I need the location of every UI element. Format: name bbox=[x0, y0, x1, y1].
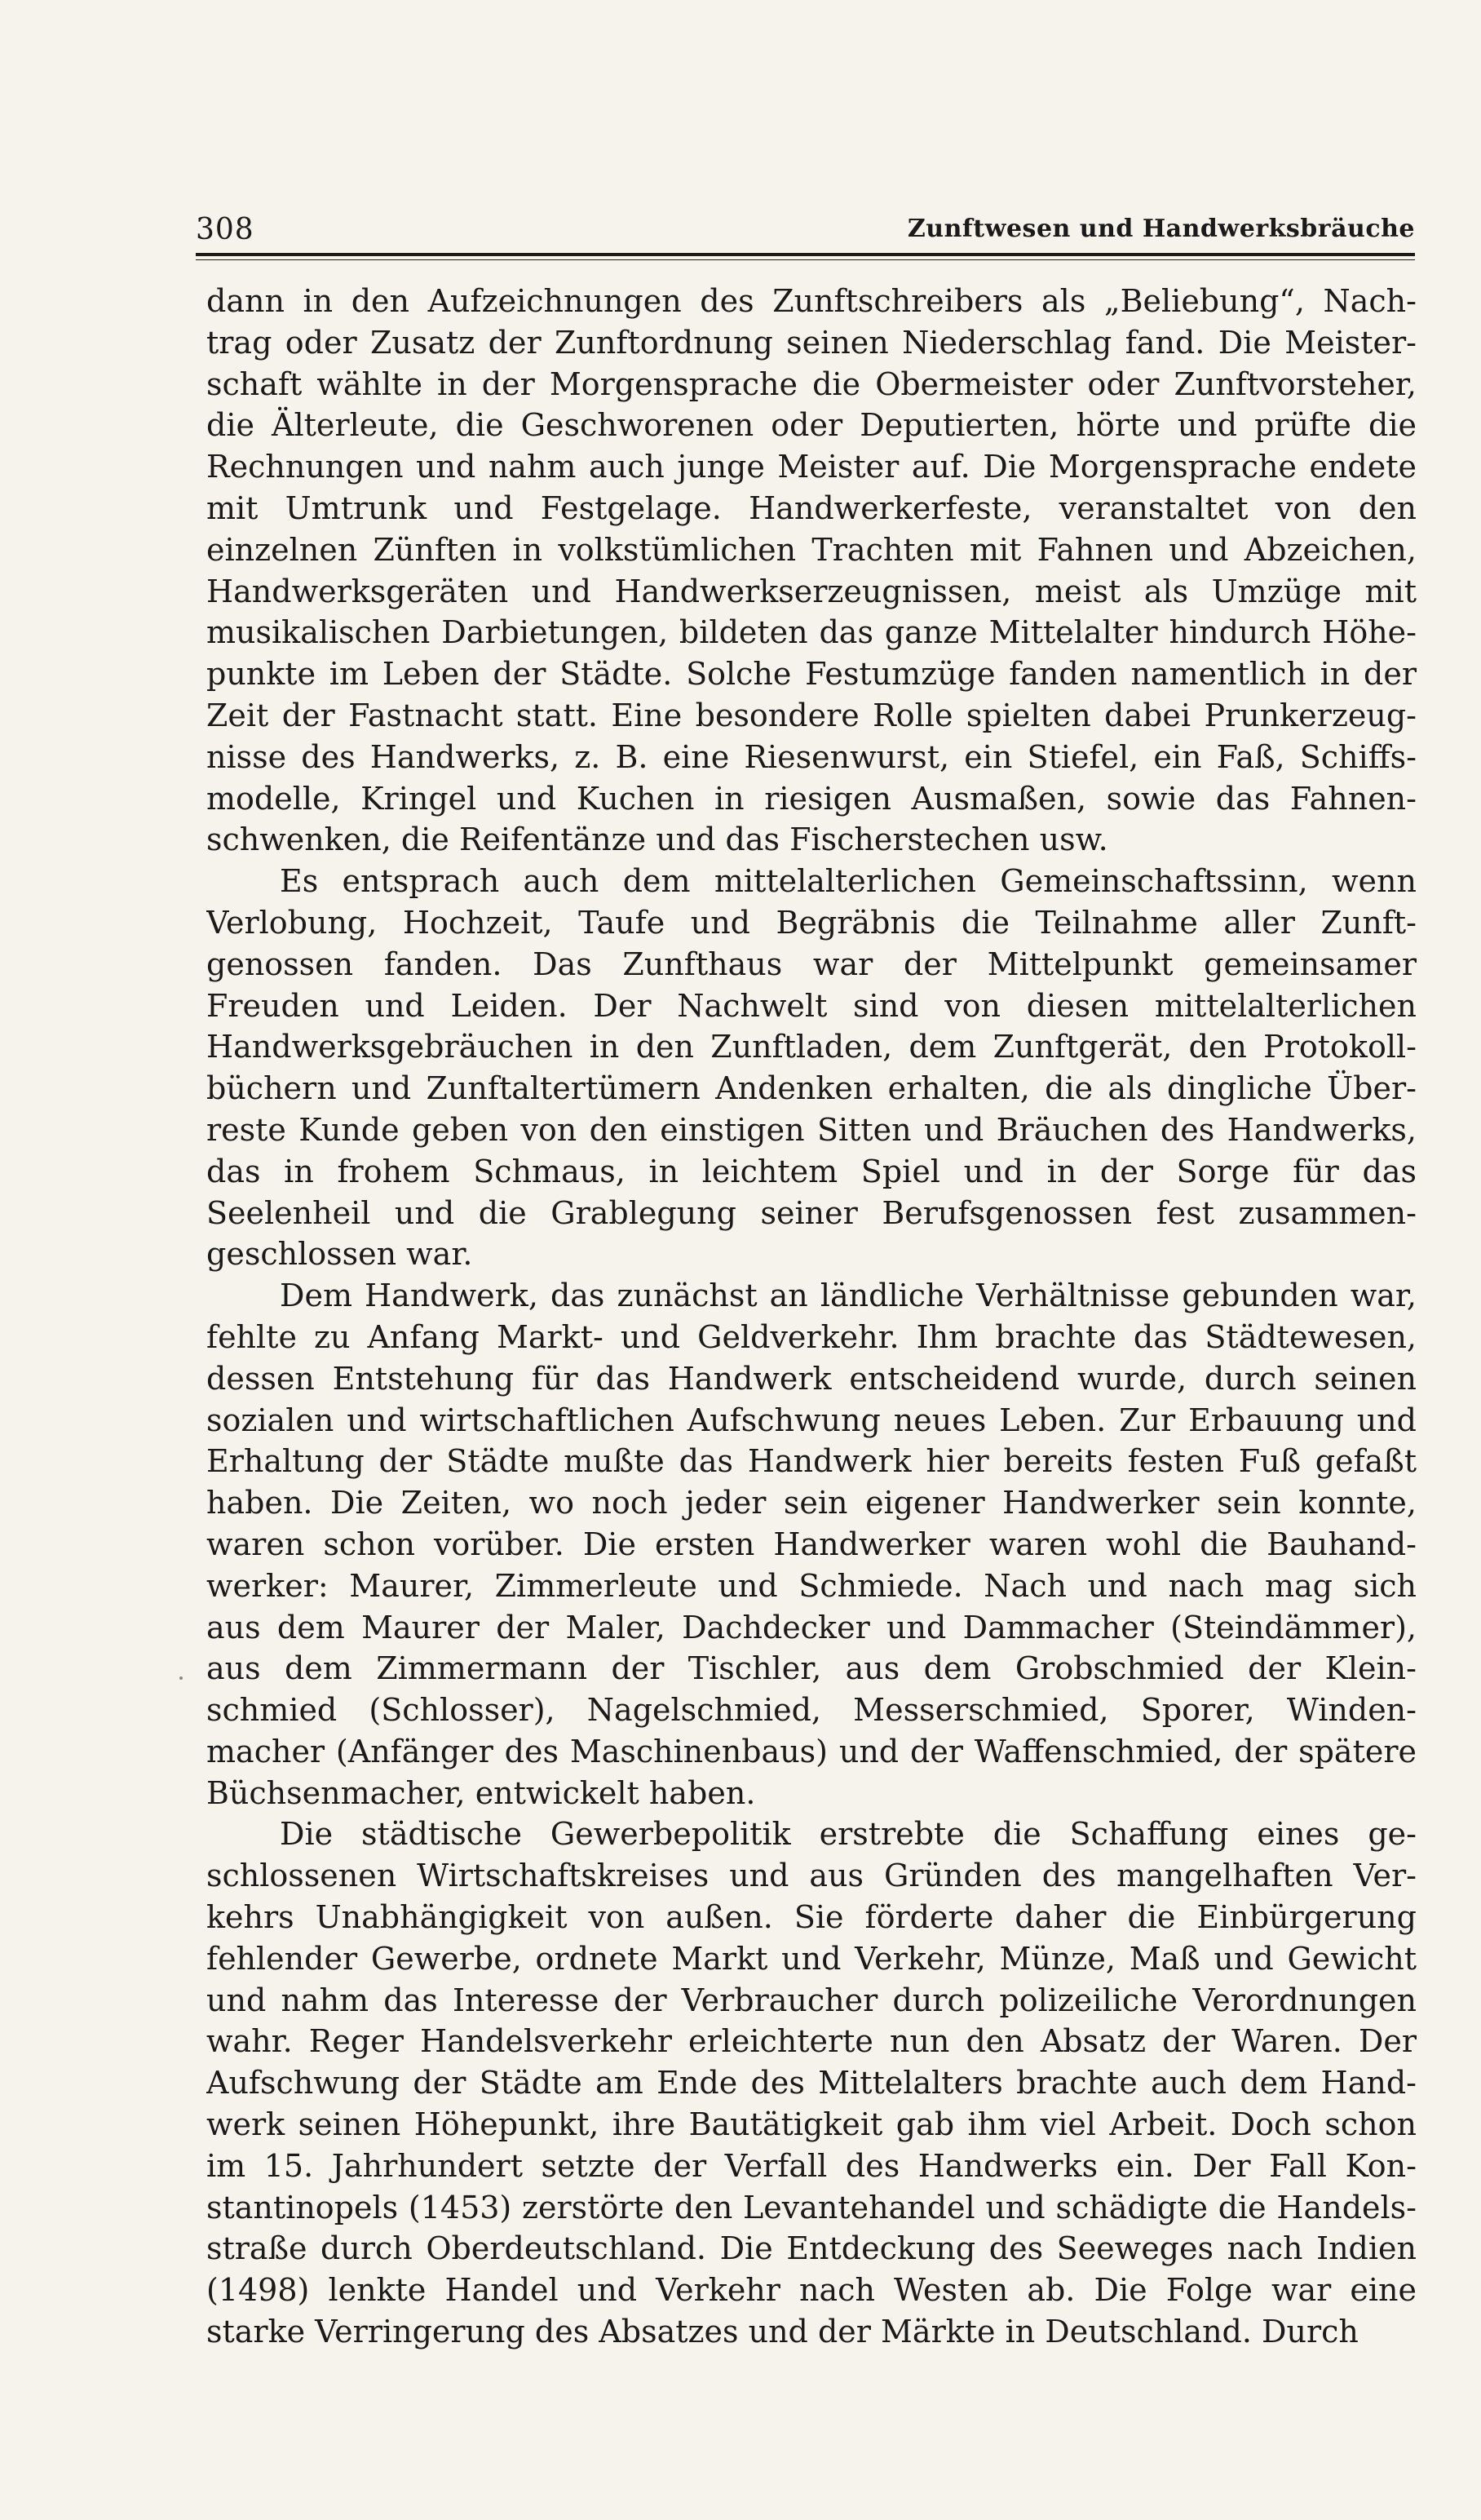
text-line: Dem Handwerk, das zunächst an ländliche Verhältnisse gebunden war, bbox=[280, 1278, 1417, 1314]
text-line: werker: Maurer, Zimmerleute und Schmiede. Nach und nach mag sich bbox=[206, 1567, 1417, 1604]
text-line: wahr. Reger Handelsverkehr erleichterte nun den Absatz der Waren. Der bbox=[206, 2023, 1417, 2060]
text-line: trag oder Zusatz der Zunftordnung seinen Niederschlag fand. Die Meister- bbox=[206, 324, 1417, 361]
text-line: punkte im Leben der Städte. Solche Festumzüge fanden namentlich in der bbox=[206, 656, 1417, 693]
text-line: Die städtische Gewerbepolitik erstrebte die Schaffung eines ge- bbox=[280, 1816, 1417, 1853]
text-line: dann in den Aufzeichnungen des Zunftschreibers als „Beliebung“, Nach- bbox=[206, 283, 1417, 319]
text-line: starke Verringerung des Absatzes und der Märkte in Deutschland. Durch bbox=[206, 2314, 1359, 2350]
text-line: Handwerksgeräten und Handwerkserzeugnissen, meist als Umzüge mit bbox=[206, 573, 1417, 609]
text-line: Rechnungen und nahm auch junge Meister auf. Die Morgensprache endete bbox=[206, 449, 1417, 485]
text-line: schaft wählte in der Morgensprache die Obermeister oder Zunftvorsteher, bbox=[206, 365, 1417, 402]
text-line: Handwerksgebräuchen in den Zunftladen, dem Zunftgerät, den Protokoll- bbox=[206, 1029, 1417, 1065]
text-line: Verlobung, Hochzeit, Taufe und Begräbnis die Teilnahme aller Zunft- bbox=[206, 904, 1417, 941]
text-line: schlossenen Wirtschaftskreises und aus Gründen des mangelhaften Ver- bbox=[206, 1858, 1417, 1894]
text-line: sozialen und wirtschaftlichen Aufschwung neues Leben. Zur Erbauung und bbox=[206, 1402, 1417, 1438]
text-line: Freuden und Leiden. Der Nachwelt sind von diesen mittelalterlichen bbox=[206, 987, 1417, 1024]
text-line: aus dem Maurer der Maler, Dachdecker und Dammacher (Steindämmer), bbox=[206, 1609, 1417, 1645]
text-line: Zeit der Fastnacht statt. Eine besondere Rolle spielten dabei Prunkerzeug- bbox=[206, 697, 1417, 733]
text-line: geschlossen war. bbox=[206, 1236, 473, 1273]
text-line: mit Umtrunk und Festgelage. Handwerkerfeste, veranstaltet von den bbox=[206, 489, 1417, 526]
text-line: Aufschwung der Städte am Ende des Mittelalters brachte auch dem Hand- bbox=[206, 2065, 1417, 2101]
text-line: einzelnen Zünften in volkstümlichen Trachten mit Fahnen und Abzeichen, bbox=[206, 531, 1417, 568]
text-line: straße durch Oberdeutschland. Die Entdeckung des Seeweges nach Indien bbox=[206, 2230, 1417, 2267]
text-line: waren schon vorüber. Die ersten Handwerker waren wohl die Bauhand- bbox=[206, 1526, 1417, 1562]
text-line: das in frohem Schmaus, in leichtem Spiel und in der Sorge für das bbox=[206, 1153, 1417, 1189]
text-line: Büchsenmacher, entwickelt haben. bbox=[206, 1774, 756, 1811]
text-line: schmied (Schlosser), Nagelschmied, Messerschmied, Sporer, Winden- bbox=[206, 1692, 1417, 1729]
text-line: genossen fanden. Das Zunfthaus war der Mittelpunkt gemeinsamer bbox=[206, 946, 1417, 982]
text-line: büchern und Zunftaltertümern Andenken erhalten, die als dingliche Über- bbox=[206, 1070, 1417, 1107]
header-rule-thick bbox=[196, 253, 1415, 256]
body-text bbox=[206, 281, 1417, 2353]
text-line: die Älterleute, die Geschworenen oder Deputierten, hörte und prüfte die bbox=[206, 407, 1417, 444]
text-line: fehlender Gewerbe, ordnete Markt und Verkehr, Münze, Maß und Gewicht bbox=[206, 1940, 1417, 1977]
text-line: im 15. Jahrhundert setzte der Verfall des Handwerks ein. Der Fall Kon- bbox=[206, 2147, 1417, 2184]
text-line: aus dem Zimmermann der Tischler, aus dem Grobschmied der Klein- bbox=[206, 1650, 1417, 1687]
running-head: Zunftwesen und Handwerksbräuche bbox=[907, 215, 1415, 243]
text-line: Seelenheil und die Grablegung seiner Berufsgenossen fest zusammen- bbox=[206, 1194, 1417, 1231]
text-line: nisse des Handwerks, z. B. eine Riesenwurst, ein Stiefel, ein Faß, Schiffs- bbox=[206, 738, 1417, 775]
text-line: musikalischen Darbietungen, bildeten das ganze Mittelalter hindurch Höhe- bbox=[206, 614, 1417, 651]
text-line: Es entsprach auch dem mittelalterlichen Gemeinschaftssinn, wenn bbox=[280, 863, 1417, 900]
text-line: werk seinen Höhepunkt, ihre Bautätigkeit gab ihm viel Arbeit. Doch schon bbox=[206, 2106, 1417, 2143]
page-number: 308 bbox=[196, 213, 254, 246]
text-line: kehrs Unabhängigkeit von außen. Sie förderte daher die Einbürgerung bbox=[206, 1899, 1417, 1936]
paragraph bbox=[206, 281, 1417, 861]
paragraph bbox=[206, 1275, 1417, 1814]
text-line: dessen Entstehung für das Handwerk entscheidend wurde, durch seinen bbox=[206, 1360, 1417, 1397]
text-line: und nahm das Interesse der Verbraucher durch polizeiliche Verordnungen bbox=[206, 1982, 1417, 2018]
header-rule-thin bbox=[196, 259, 1415, 260]
paragraph bbox=[206, 861, 1417, 1275]
margin-speck bbox=[179, 1676, 183, 1680]
text-line: schwenken, die Reifentänze und das Fischerstechen usw. bbox=[206, 822, 1108, 858]
text-line: haben. Die Zeiten, wo noch jeder sein eigener Handwerker sein konnte, bbox=[206, 1485, 1417, 1521]
page-header bbox=[196, 202, 1415, 251]
text-line: modelle, Kringel und Kuchen in riesigen Ausmaßen, sowie das Fahnen- bbox=[206, 780, 1417, 817]
text-line: (1498) lenkte Handel und Verkehr nach Westen ab. Die Folge war eine bbox=[206, 2272, 1417, 2309]
text-line: fehlte zu Anfang Markt- und Geldverkehr. Ihm brachte das Städtewesen, bbox=[206, 1318, 1417, 1355]
text-line: reste Kunde geben von den einstigen Sitten und Bräuchen des Handwerks, bbox=[206, 1111, 1417, 1148]
text-line: Erhaltung der Städte mußte das Handwerk hier bereits festen Fuß gefaßt bbox=[206, 1443, 1417, 1480]
paragraph bbox=[206, 1814, 1417, 2352]
text-line: macher (Anfänger des Maschinenbaus) und der Waffenschmied, der spätere bbox=[206, 1733, 1417, 1769]
text-line: stantinopels (1453) zerstörte den Levantehandel und schädigte die Handels- bbox=[206, 2189, 1417, 2225]
